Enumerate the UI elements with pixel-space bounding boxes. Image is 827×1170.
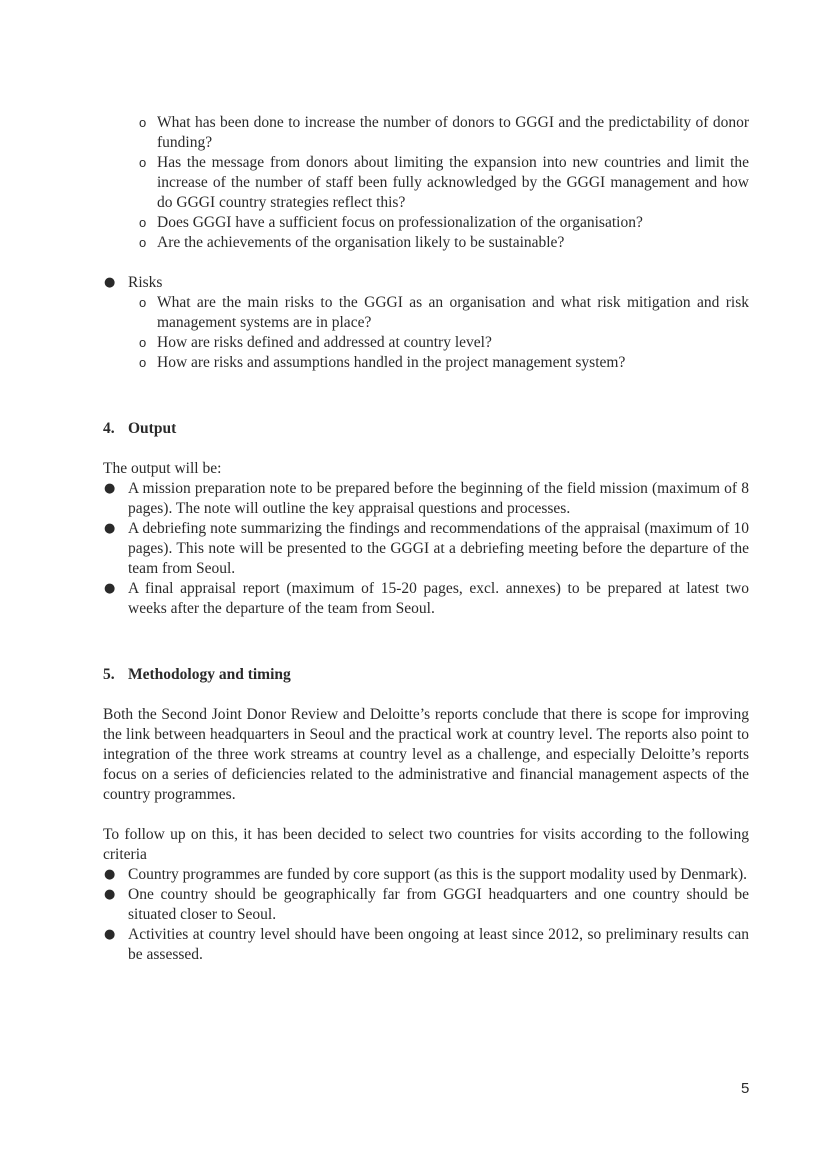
circle-bullet-icon: o — [139, 335, 147, 350]
sub-list-risks — [103, 293, 749, 373]
section-heading-output: 4. Output — [103, 420, 177, 437]
bullet-icon: ● — [104, 581, 116, 596]
circle-bullet-icon: o — [139, 155, 147, 170]
output-intro: The output will be: — [103, 460, 222, 477]
page-number: 5 — [741, 1080, 750, 1097]
list-item: ● One country should be geographically far from GGGI headquarters and one country should be situated closer to Seoul. — [104, 886, 749, 923]
circle-bullet-icon: o — [139, 115, 147, 130]
bullet-icon: ● — [104, 887, 116, 902]
circle-bullet-icon: o — [139, 235, 147, 250]
list-item: o How are risks defined and addressed at country level? — [139, 334, 492, 351]
list-item: ● A final appraisal report (maximum of 15-20 pages, excl. annexes) to be prepared at latest two weeks after the departure of the team from Seoul. — [104, 580, 749, 617]
list-item: o What has been done to increase the number of donors to GGGI and the predictability of donor funding? — [139, 114, 749, 151]
list-item: ● A debriefing note summarizing the findings and recommendations of the appraisal (maximum of 10 pages). This note will be presented to the GGGI at a debriefing meeting before the departure of the team from Seoul. — [104, 520, 749, 577]
bullet-icon: ● — [104, 867, 116, 882]
list-item: ● A mission preparation note to be prepared before the beginning of the field mission (maximum of 8 pages). The note will outline the key appraisal questions and processes. — [104, 480, 749, 517]
list-item: o Has the message from donors about limiting the expansion into new countries and limit the increase of the number of staff been fully acknowledged by the GGGI management and how do GGGI country strategies reflect this? — [139, 154, 749, 211]
section-heading-methodology: 5. Methodology and timing — [103, 666, 291, 683]
bullet-icon: ● — [104, 927, 116, 942]
page-content — [103, 113, 749, 965]
sub-list-sustainability — [103, 113, 749, 253]
output-list — [103, 479, 749, 619]
risks-list — [103, 273, 749, 293]
list-item: ● Country programmes are funded by core support (as this is the support modality used by Denmark). — [104, 866, 748, 883]
circle-bullet-icon: o — [139, 215, 147, 230]
methodology-paragraph-2: To follow up on this, it has been decided to select two countries for visits according to the following criteria — [103, 826, 749, 863]
bullet-icon: ● — [104, 275, 116, 290]
list-item: o Does GGGI have a sufficient focus on professionalization of the organisation? — [139, 214, 643, 231]
criteria-list — [103, 865, 749, 965]
risks-label: Risks — [128, 274, 163, 291]
list-item: o What are the main risks to the GGGI as an organisation and what risk mitigation and risk management systems are in place? — [139, 294, 749, 331]
bullet-icon: ● — [104, 481, 116, 496]
methodology-paragraph-1: Both the Second Joint Donor Review and Deloitte’s reports conclude that there is scope for improving the link between headquarters in Seoul and the practical work at country level. The reports also point to integration of the three work streams at country level as a challenge, and especially Deloitte’s reports focus on a series of deficiencies related to the administrative and financial management aspects of the country programmes. — [103, 706, 749, 803]
list-item-risks — [103, 273, 749, 293]
circle-bullet-icon: o — [139, 355, 147, 370]
list-item: o How are risks and assumptions handled in the project management system? — [139, 354, 626, 371]
circle-bullet-icon: o — [139, 295, 147, 310]
bullet-icon: ● — [104, 521, 116, 536]
list-item: o Are the achievements of the organisation likely to be sustainable? — [139, 234, 565, 251]
list-item: ● Activities at country level should have been ongoing at least since 2012, so preliminary results can be assessed. — [104, 926, 749, 963]
